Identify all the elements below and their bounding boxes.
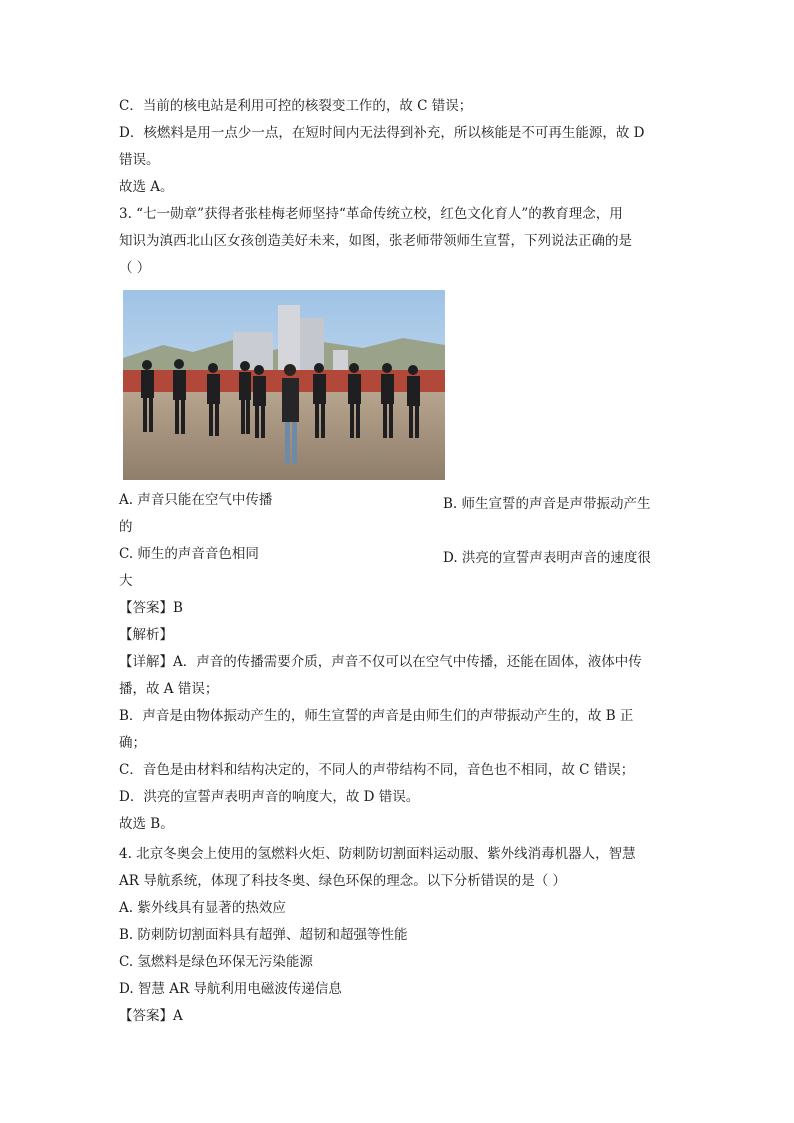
option-c: C. 氢燃料是绿色环保无污染能源 xyxy=(119,954,313,970)
option-b: B. 师生宣誓的声音是声带振动产生 xyxy=(443,496,651,512)
option-d: D. 洪亮的宣誓声表明声音的速度很 xyxy=(443,550,651,566)
explanation-line: 播，故 A 错误； xyxy=(119,681,219,697)
question-4-stem: AR 导航系统，体现了科技冬奥、绿色环保的理念。以下分析错误的是（ ） xyxy=(119,873,566,889)
option-a: A. 紫外线具有显著的热效应 xyxy=(119,900,286,916)
question-3-stem: 3. “七一勋章”获得者张桂梅老师坚持“革命传统立校，红色文化育人”的教育理念，用 xyxy=(119,206,623,222)
text-line: D．核燃料是用一点少一点，在短时间内无法得到补充，所以核能是不可再生能源，故 D xyxy=(119,125,645,141)
option-d-continued: 大 xyxy=(119,573,133,589)
explanation-line: C．音色是由材料和结构决定的，不同人的声带结构不同，音色也不相同，故 C 错误； xyxy=(119,762,635,778)
text-line: 故选 A。 xyxy=(119,179,174,195)
explanation-line: D．洪亮的宣誓声表明声音的响度大，故 D 错误。 xyxy=(119,789,420,805)
explanation-line: B．声音是由物体振动产生的，师生宣誓的声音是由师生们的声带振动产生的，故 B 正 xyxy=(119,708,634,724)
oath-photo xyxy=(123,290,445,480)
explanation-line: 确； xyxy=(119,735,146,751)
analysis-label: 【解析】 xyxy=(119,627,173,643)
answer-label: 【答案】A xyxy=(119,1008,183,1024)
text-line: C．当前的核电站是利用可控的核裂变工作的，故 C 错误； xyxy=(119,98,473,114)
option-c: C. 师生的声音音色相同 xyxy=(119,546,259,562)
option-b: B. 防刺防切割面料具有超弹、超韧和超强等性能 xyxy=(119,927,408,943)
option-a: A. 声音只能在空气中传播 xyxy=(119,492,273,508)
explanation-line: 【详解】A．声音的传播需要介质，声音不仅可以在空气中传播，还能在固体，液体中传 xyxy=(119,654,642,670)
explanation-line: 故选 B。 xyxy=(119,816,174,832)
text-line: 错误。 xyxy=(119,152,160,168)
option-d: D. 智慧 AR 导航利用电磁波传递信息 xyxy=(119,981,342,997)
question-4-stem: 4. 北京冬奥会上使用的氢燃料火炬、防刺防切割面料运动服、紫外线消毒机器人，智慧 xyxy=(119,846,636,862)
option-b-continued: 的 xyxy=(119,519,133,535)
question-3-stem: 知识为滇西北山区女孩创造美好未来，如图，张老师带领师生宣誓，下列说法正确的是 xyxy=(119,233,632,249)
answer-label: 【答案】B xyxy=(119,600,183,616)
question-3-stem: （ ） xyxy=(119,260,151,276)
